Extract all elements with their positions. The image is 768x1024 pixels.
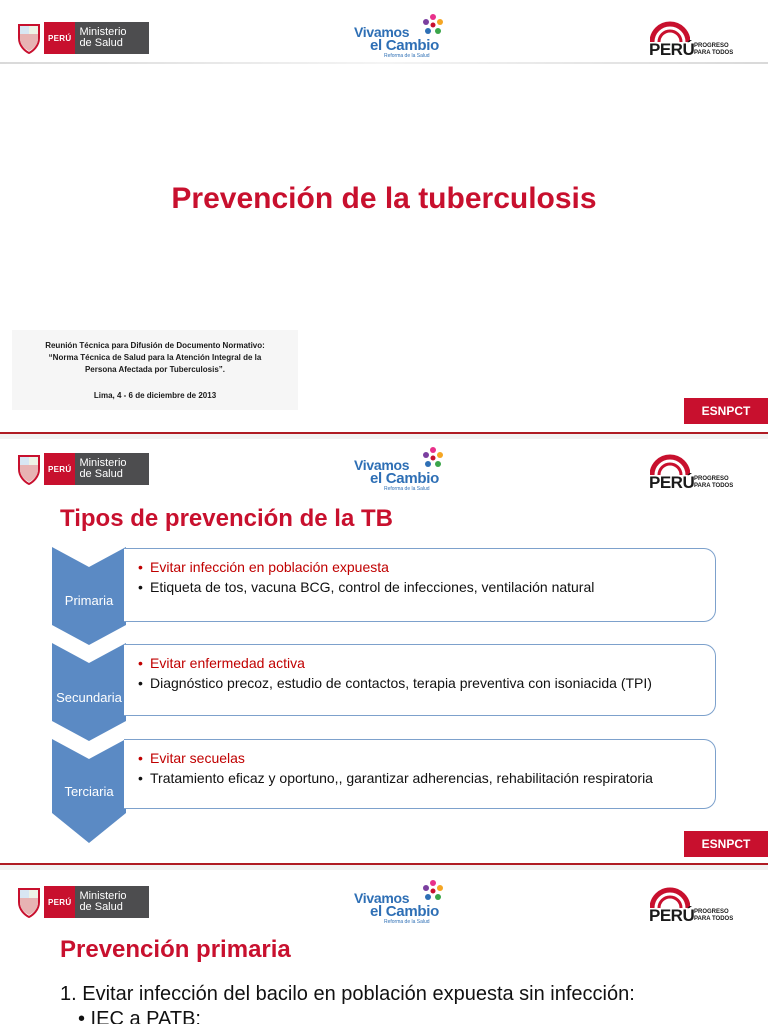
ministerio-name (75, 886, 149, 918)
ministerio-line2: de Salud (79, 37, 123, 49)
peru-progreso-logo (648, 449, 748, 495)
vivamos-line2: el Cambio (370, 37, 439, 54)
peru-arc-icon (650, 453, 690, 475)
peru-shield-icon (16, 22, 42, 54)
vivamos-line2: el Cambio (370, 470, 439, 487)
level-detail: • Etiqueta de tos, vacuna BCG, control de infecciones, ventilación natural (138, 577, 715, 597)
peru-logo-tag2: PARA TODOS (694, 483, 734, 489)
peru-logo-tag1: PROGRESO (694, 476, 729, 482)
slide-divider (0, 863, 768, 870)
note-line1: Reunión Técnica para Difusión de Documento Normativo: (45, 341, 265, 350)
vivamos-el-cambio-logo (352, 447, 444, 493)
level-goal: • Evitar enfermedad activa (138, 653, 715, 673)
vivamos-tagline: Reforma de la Salud (384, 486, 430, 492)
peru-tag: PERÚ (44, 886, 75, 918)
star-cluster-icon (422, 14, 444, 38)
peru-tag: PERÚ (44, 22, 75, 54)
slide-primary (0, 870, 768, 1024)
level-goal: • Evitar secuelas (138, 748, 715, 768)
peru-logo-tag2: PARA TODOS (694, 916, 734, 922)
level-box-secundaria (124, 644, 716, 716)
ministerio-line2: de Salud (79, 901, 123, 913)
level-detail: • Diagnóstico precoz, estudio de contactos, terapia preventiva con isoniacida (TPI) (138, 673, 715, 693)
ministerio-logo (16, 453, 149, 485)
ministerio-logo (16, 22, 149, 54)
star-cluster-icon (422, 447, 444, 471)
level-label: Terciaria (64, 784, 114, 799)
level-label: Primaria (64, 593, 114, 608)
vivamos-line1: Vivamos (354, 24, 410, 40)
slide1-title: Prevención de la tuberculosis (171, 182, 597, 215)
ministerio-logo (16, 886, 149, 918)
peru-shield-icon (16, 886, 42, 918)
vivamos-el-cambio-logo (352, 880, 444, 926)
vivamos-line1: Vivamos (354, 890, 410, 906)
vivamos-tagline: Reforma de la Salud (384, 919, 430, 925)
peru-shield-icon (16, 453, 42, 485)
ministerio-name (75, 453, 149, 485)
meeting-note (12, 330, 298, 410)
level-box-primaria (124, 548, 716, 622)
peru-logo-word: PERÚ (649, 40, 695, 59)
note-line2: “Norma Técnica de Salud para la Atención Integral de la (48, 353, 262, 362)
slide-header (0, 0, 768, 62)
level-goal: • Evitar infección en población expuesta (138, 557, 715, 577)
peru-logo-tag1: PROGRESO (694, 43, 729, 49)
sub-bullet: • IEC a PATB: (78, 1008, 201, 1024)
peru-logo-tagline (694, 909, 733, 923)
esnpct-badge: ESNPCT (684, 831, 768, 857)
peru-arc-icon (650, 20, 690, 42)
peru-logo-tag2: PARA TODOS (694, 50, 734, 56)
chevron-primaria (52, 547, 126, 645)
slide-divider (0, 432, 768, 439)
level-box-terciaria (124, 739, 716, 809)
ministerio-line1: Ministerio (79, 26, 127, 38)
note-line4: Lima, 4 - 6 de diciembre de 2013 (93, 391, 217, 400)
peru-arc-icon (650, 886, 690, 908)
star-cluster-icon (422, 880, 444, 904)
vivamos-line2: el Cambio (370, 903, 439, 920)
esnpct-badge: ESNPCT (684, 398, 768, 424)
slide-header (0, 439, 768, 501)
ministerio-name (75, 22, 149, 54)
header-separator (0, 62, 768, 64)
slide-header (0, 870, 768, 932)
chevron-secundaria (52, 643, 126, 741)
peru-logo-tagline (694, 43, 733, 57)
peru-tag: PERÚ (44, 453, 75, 485)
slide-title (0, 0, 768, 432)
vivamos-el-cambio-logo (352, 14, 444, 60)
chevron-terciaria (52, 739, 126, 843)
numbered-item: 1. Evitar infección del bacilo en población expuesta sin infección: (60, 983, 635, 1005)
slide2-title: Tipos de prevención de la TB (60, 505, 393, 532)
peru-progreso-logo (648, 16, 748, 62)
vivamos-tagline: Reforma de la Salud (384, 53, 430, 59)
vivamos-line1: Vivamos (354, 457, 410, 473)
peru-logo-word: PERÚ (649, 473, 695, 492)
peru-logo-tag1: PROGRESO (694, 909, 729, 915)
note-line3: Persona Afectada por Tuberculosis”. (84, 365, 226, 374)
slide-types (0, 439, 768, 863)
ministerio-line2: de Salud (79, 468, 123, 480)
ministerio-line1: Ministerio (79, 457, 127, 469)
ministerio-line1: Ministerio (79, 890, 127, 902)
slide3-title: Prevención primaria (60, 936, 291, 963)
level-detail: • Tratamiento eficaz y oportuno,, garantizar adherencias, rehabilitación respiratoria (138, 768, 715, 788)
peru-logo-tagline (694, 476, 733, 490)
peru-progreso-logo (648, 882, 748, 928)
peru-logo-word: PERÚ (649, 906, 695, 925)
level-label: Secundaria (56, 690, 122, 705)
